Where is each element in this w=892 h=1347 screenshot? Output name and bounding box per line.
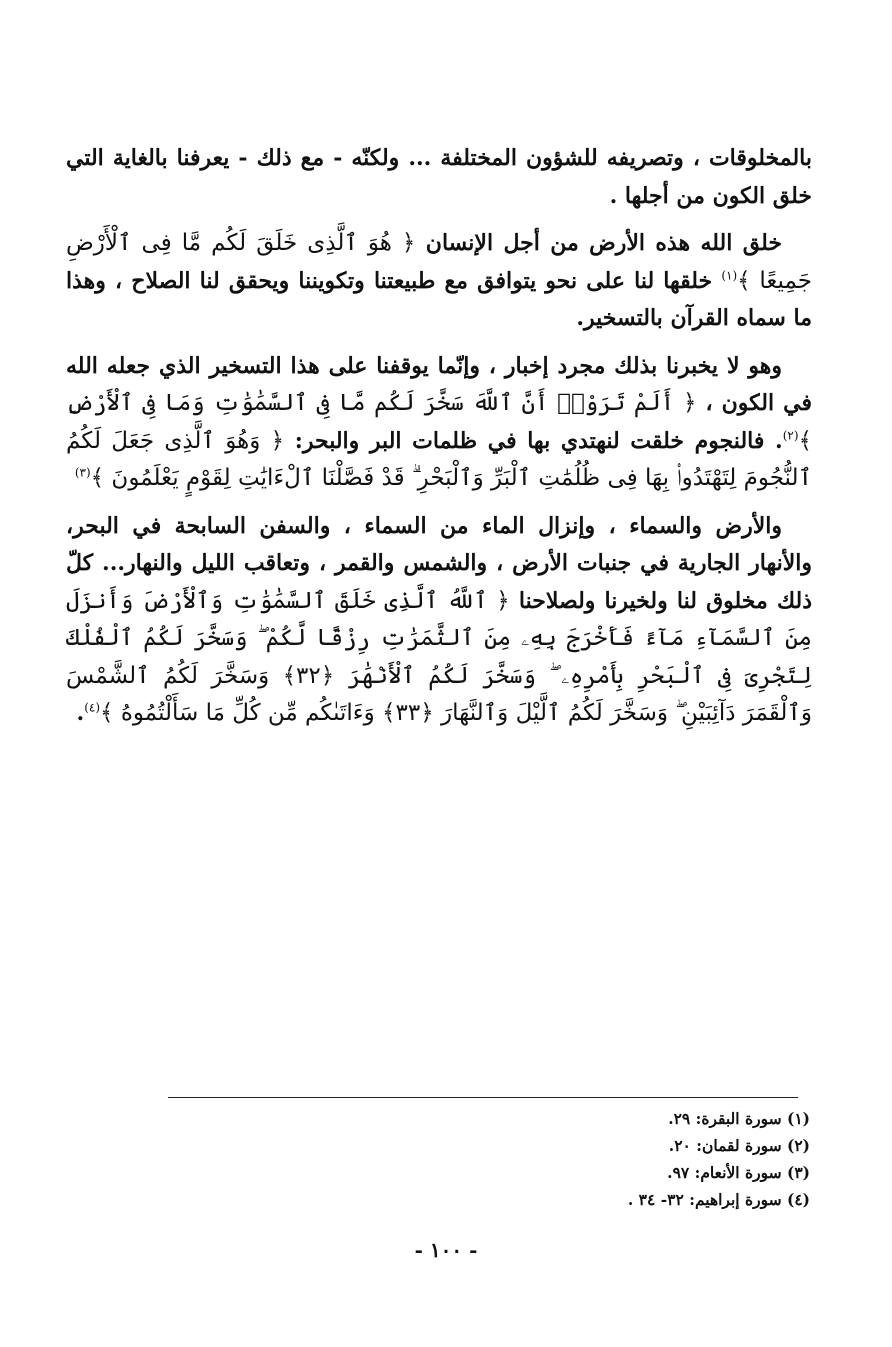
footnotes <box>400 1105 810 1213</box>
body-text: . فالنجوم خلقت لنهتدي بها في ظلمات البر والبحر: <box>284 427 783 454</box>
footnote-3: (٣) سورة الأنعام: ٩٧. <box>667 1163 810 1182</box>
quran-verse: ﴿ أَلَمْ تَرَوْا۟ أَنَّ ٱللَّهَ سَخَّرَ لَكُم مَّا فِى ٱلسَّمَٰوَٰتِ وَمَا فِى ٱلْأَرْضِ ﴾ <box>66 390 812 454</box>
footnote-4: (٤) سورة إبراهيم: ٣٢- ٣٤ . <box>627 1190 810 1209</box>
footnote-reference: (٤) <box>84 700 101 715</box>
footnote-separator <box>168 1097 798 1098</box>
body-text: . <box>76 700 85 726</box>
footnote-reference: (١) <box>721 268 738 283</box>
footnote-reference: (٢) <box>782 428 799 443</box>
footnote-2: (٢) سورة لقمان: ٢٠. <box>668 1136 810 1155</box>
quran-verse: ﴿ ٱللَّهُ ٱلَّذِى خَلَقَ ٱلسَّمَٰوَٰتِ وَٱلْأَرْضَ وَأَنزَلَ مِنَ ٱلسَّمَآءِ مَآءً فَأَخْرَجَ بِهِۦ مِنَ ٱلثَّمَرَٰتِ رِزْقًا لَّكُمْ ۖ وَسَخَّرَ لَكُمُ ٱلْفُلْكَ لِتَجْرِىَ فِى ٱلْبَحْرِ بِأَمْرِهِۦ ۖ وَسَخَّرَ لَكُمُ ٱلْأَنْهَٰرَ ﴿٣٢﴾ وَسَخَّرَ لَكُمُ ٱلشَّمْسَ وَٱلْقَمَرَ دَآئِبَيْنِ ۖ وَسَخَّرَ لَكُمُ ٱلَّيْلَ وَٱلنَّهَارَ ﴿٣٣﴾ وَءَاتَىٰكُم مِّن كُلِّ مَا سَأَلْتُمُوهُ ﴾ <box>66 587 812 726</box>
body-text: والأرض والسماء ، وإنزال الماء من السماء ، والسفن السابحة في البحر، والأنهار الجارية في جنبات الأرض ، والشمس والقمر ، وتعاقب الليل والنهار... كلّ ذلك مخلوق لنا ولخيرنا ولصلاحنا <box>66 512 812 614</box>
body-text: خلق الله هذه الأرض من أجل الإنسان <box>415 230 782 256</box>
quran-verse: ﴿ وَهُوَ ٱلَّذِى جَعَلَ لَكُمُ ٱلنُّجُومَ لِتَهْتَدُوا۟ بِهَا فِى ظُلُمَٰتِ ٱلْبَرِّ وَٱلْبَحْرِ ۗ قَدْ فَصَّلْنَا ٱلْءَايَٰتِ لِقَوْمٍ يَعْلَمُونَ ﴾ <box>66 427 812 491</box>
body-text: بالمخلوقات ، وتصريفه للشؤون المختلفة ... ولكنّه - مع ذلك - يعرفنا بالغاية التي خلق الكون من أجلها . <box>66 145 812 209</box>
main-text <box>66 140 812 743</box>
body-text: خلقها لنا على نحو يتوافق مع طبيعتنا وتكويننا ويحقق لنا الصلاح ، وهذا ما سماه القرآن بالتسخير. <box>66 267 812 331</box>
page-number: - ١٠٠ - <box>414 1238 478 1262</box>
paragraph-1 <box>66 140 812 215</box>
quran-verse: ﴿ هُوَ ٱلَّذِى خَلَقَ لَكُم مَّا فِى ٱلْأَرْضِ جَمِيعًا ﴾ <box>66 230 812 294</box>
paragraph-4 <box>66 508 812 733</box>
footnote-1: (١) سورة البقرة: ٢٩. <box>668 1109 810 1128</box>
paragraph-2 <box>66 225 812 338</box>
footnote-reference: (٣) <box>74 465 91 480</box>
body-text: وهو لا يخبرنا بذلك مجرد إخبار ، وإنّما يوقفنا على هذا التسخير الذي جعله الله في الكون ، <box>66 352 812 416</box>
paragraph-3 <box>66 348 812 498</box>
